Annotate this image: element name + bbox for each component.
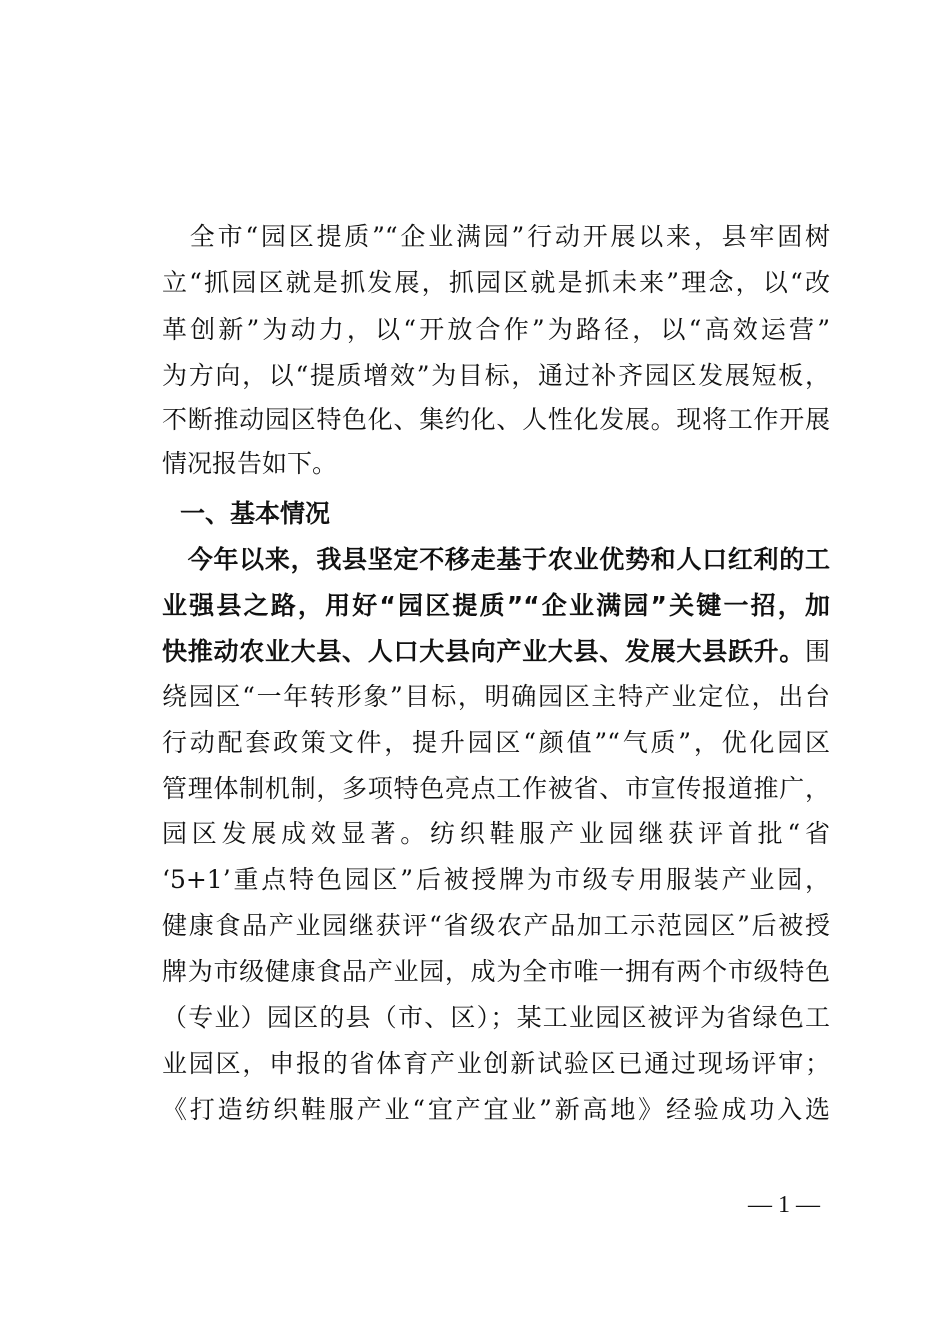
- paragraph-line: 全市“园区提质”“企业满园”行动开展以来，县牢固树: [162, 222, 830, 251]
- paragraph-line: 园区发展成效显著。纺织鞋服产业园继获评首批“省: [162, 819, 830, 848]
- paragraph-line: 健康食品产业园继获评“省级农产品加工示范园区”后被授: [162, 911, 830, 940]
- paragraph-line: 不断推动园区特色化、集约化、人性化发展。现将工作开展: [162, 405, 830, 434]
- paragraph-line: 绕园区“一年转形象”目标，明确园区主特产业定位，出台: [162, 682, 830, 711]
- section-heading: 一、基本情况: [180, 499, 331, 528]
- paragraph-line: （专业）园区的县（市、区）；某工业园区被评为省绿色工: [162, 1003, 830, 1032]
- paragraph-line: 情况报告如下。: [162, 449, 338, 478]
- bold-lead-line: 今年以来，我县坚定不移走基于农业优势和人口红利的工: [162, 545, 830, 574]
- paragraph-line: 为方向，以“提质增效”为目标，通过补齐园区发展短板，: [162, 361, 830, 390]
- paragraph-line: 牌为市级健康食品产业园，成为全市唯一拥有两个市级特色: [162, 957, 830, 986]
- mixed-line: [162, 632, 830, 672]
- paragraph-line: ‘5+1’重点特色园区”后被授牌为市级专用服装产业园，: [162, 865, 830, 894]
- bold-lead-line: 快推动农业大县、人口大县向产业大县、发展大县跃升。: [162, 637, 805, 666]
- paragraph-line: 行动配套政策文件，提升园区“颜值”“气质”，优化园区: [162, 728, 830, 757]
- bold-lead-line: 业强县之路，用好“园区提质”“企业满园”关键一招，加: [162, 591, 830, 620]
- paragraph-text: 围: [804, 637, 830, 666]
- page-number: — 1 —: [748, 1192, 820, 1218]
- paragraph-line: 业园区，申报的省体育产业创新试验区已通过现场评审；: [162, 1049, 830, 1078]
- paragraph-line: 《打造纺织鞋服产业“宜产宜业”新高地》经验成功入选: [162, 1095, 830, 1124]
- paragraph-line: 立“抓园区就是抓发展，抓园区就是抓未来”理念，以“改: [162, 268, 830, 297]
- paragraph-line: 革创新”为动力，以“开放合作”为路径，以“高效运营”: [162, 315, 830, 344]
- paragraph-line: 管理体制机制，多项特色亮点工作被省、市宣传报道推广，: [162, 774, 830, 803]
